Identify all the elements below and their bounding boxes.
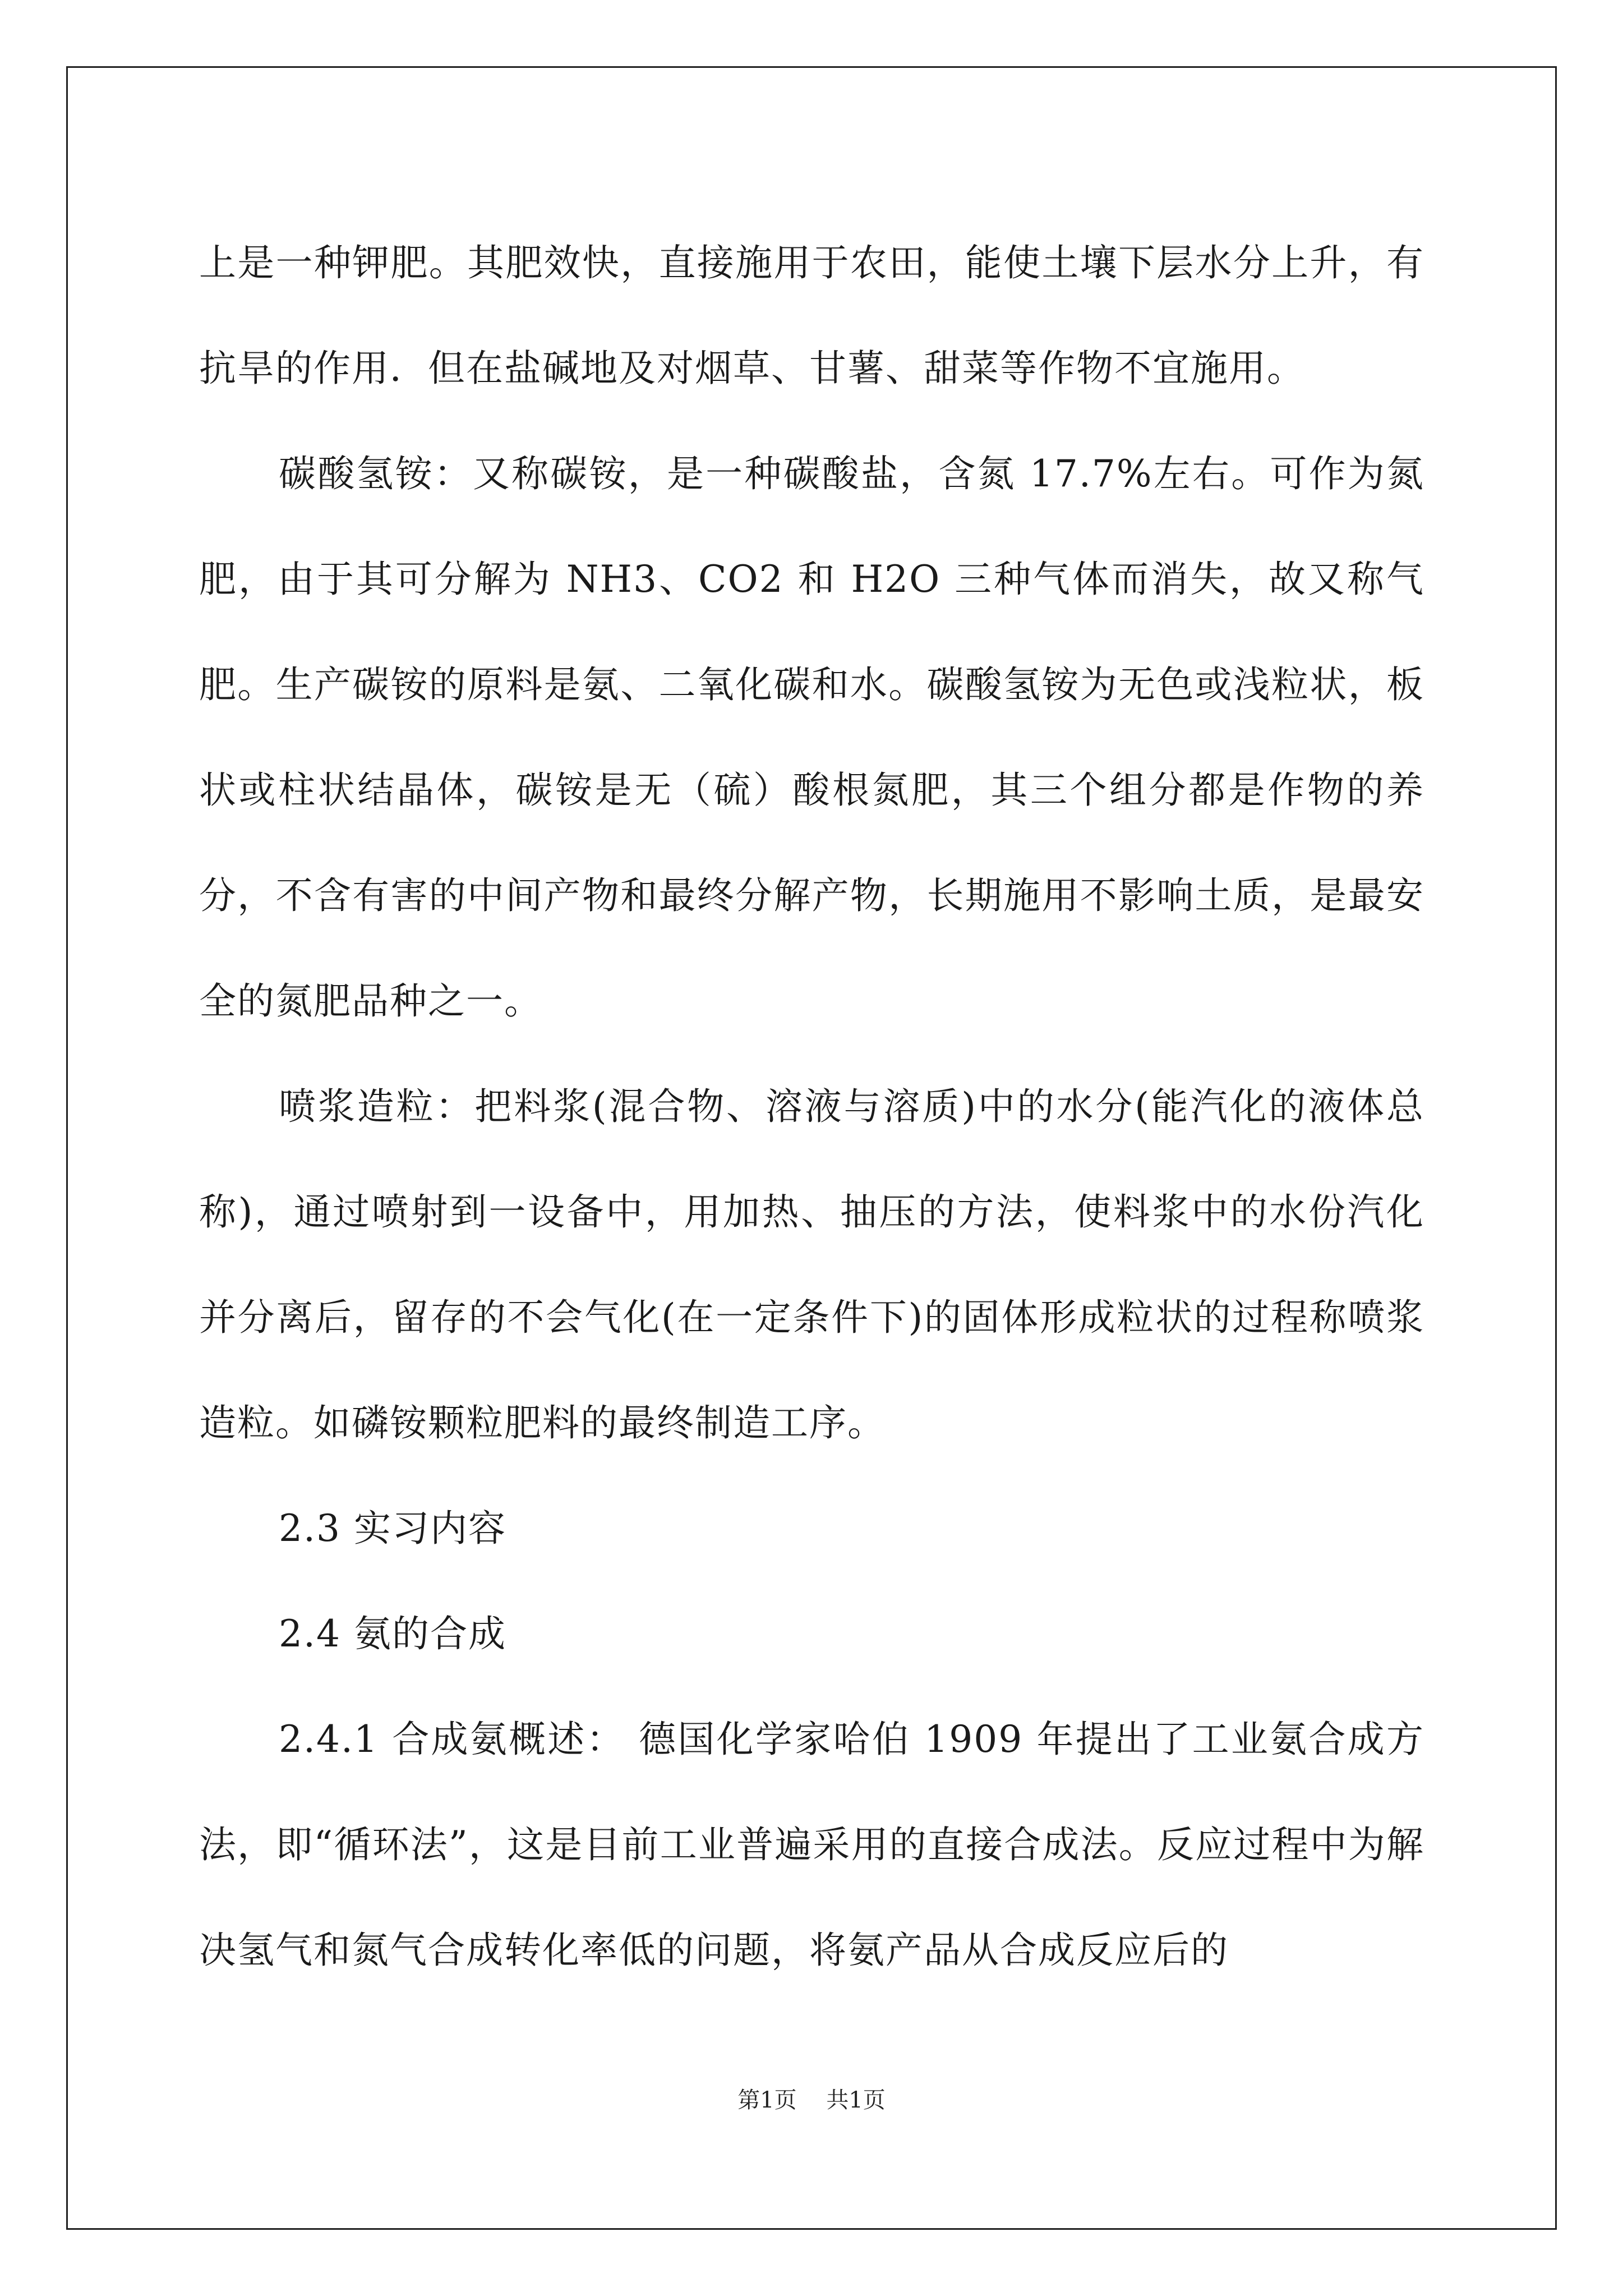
page-total: 共1页: [826, 2087, 886, 2113]
paragraph-ammonium-bicarbonate: 碳酸氢铵：又称碳铵，是一种碳酸盐，含氮 17.7%左右。可作为氮肥，由于其可分解为 NH3、CO2 和 H2O 三种气体而消失，故又称气肥。生产碳铵的原料是氨、二氧化碳和水。碳酸氢铵为无色或浅粒状，板状或柱状结晶体，碳铵是无（硫）酸根氮肥，其三个组分都是作物的养分，不含有害的中间产物和最终分解产物，长期施用不影响土质，是最安全的氮肥品种之一。: [199, 452, 1424, 1023]
paragraph-ammonia-synthesis-overview: 2.4.1 合成氨概述： 德国化学家哈伯 1909 年提出了工业氨合成方法，即“循环法”，这是目前工业普遍采用的直接合成法。反应过程中为解决氢气和氮气合成转化率低的问题，将氨产品从合成反应后的: [199, 1718, 1424, 1972]
section-heading-2-3: 2.3 实习内容: [279, 1507, 506, 1550]
document-body: [199, 210, 1424, 2003]
page-footer: [0, 2082, 1623, 2114]
section-heading-2-4: 2.4 氨的合成: [279, 1612, 506, 1655]
paragraph-potash-continuation: 上是一种钾肥。其肥效快，直接施用于农田，能使土壤下层水分上升，有抗旱的作用．但在盐碱地及对烟草、甘薯、甜菜等作物不宜施用。: [199, 241, 1424, 390]
paragraph-spray-granulation: 喷浆造粒：把料浆(混合物、溶液与溶质)中的水分(能汽化的液体总称)，通过喷射到一设备中，用加热、抽压的方法，使料浆中的水份汽化并分离后，留存的不会气化(在一定条件下)的固体形成粒状的过程称喷浆造粒。如磷铵颗粒肥料的最终制造工序。: [199, 1085, 1424, 1444]
page-number: 第1页: [737, 2087, 797, 2113]
